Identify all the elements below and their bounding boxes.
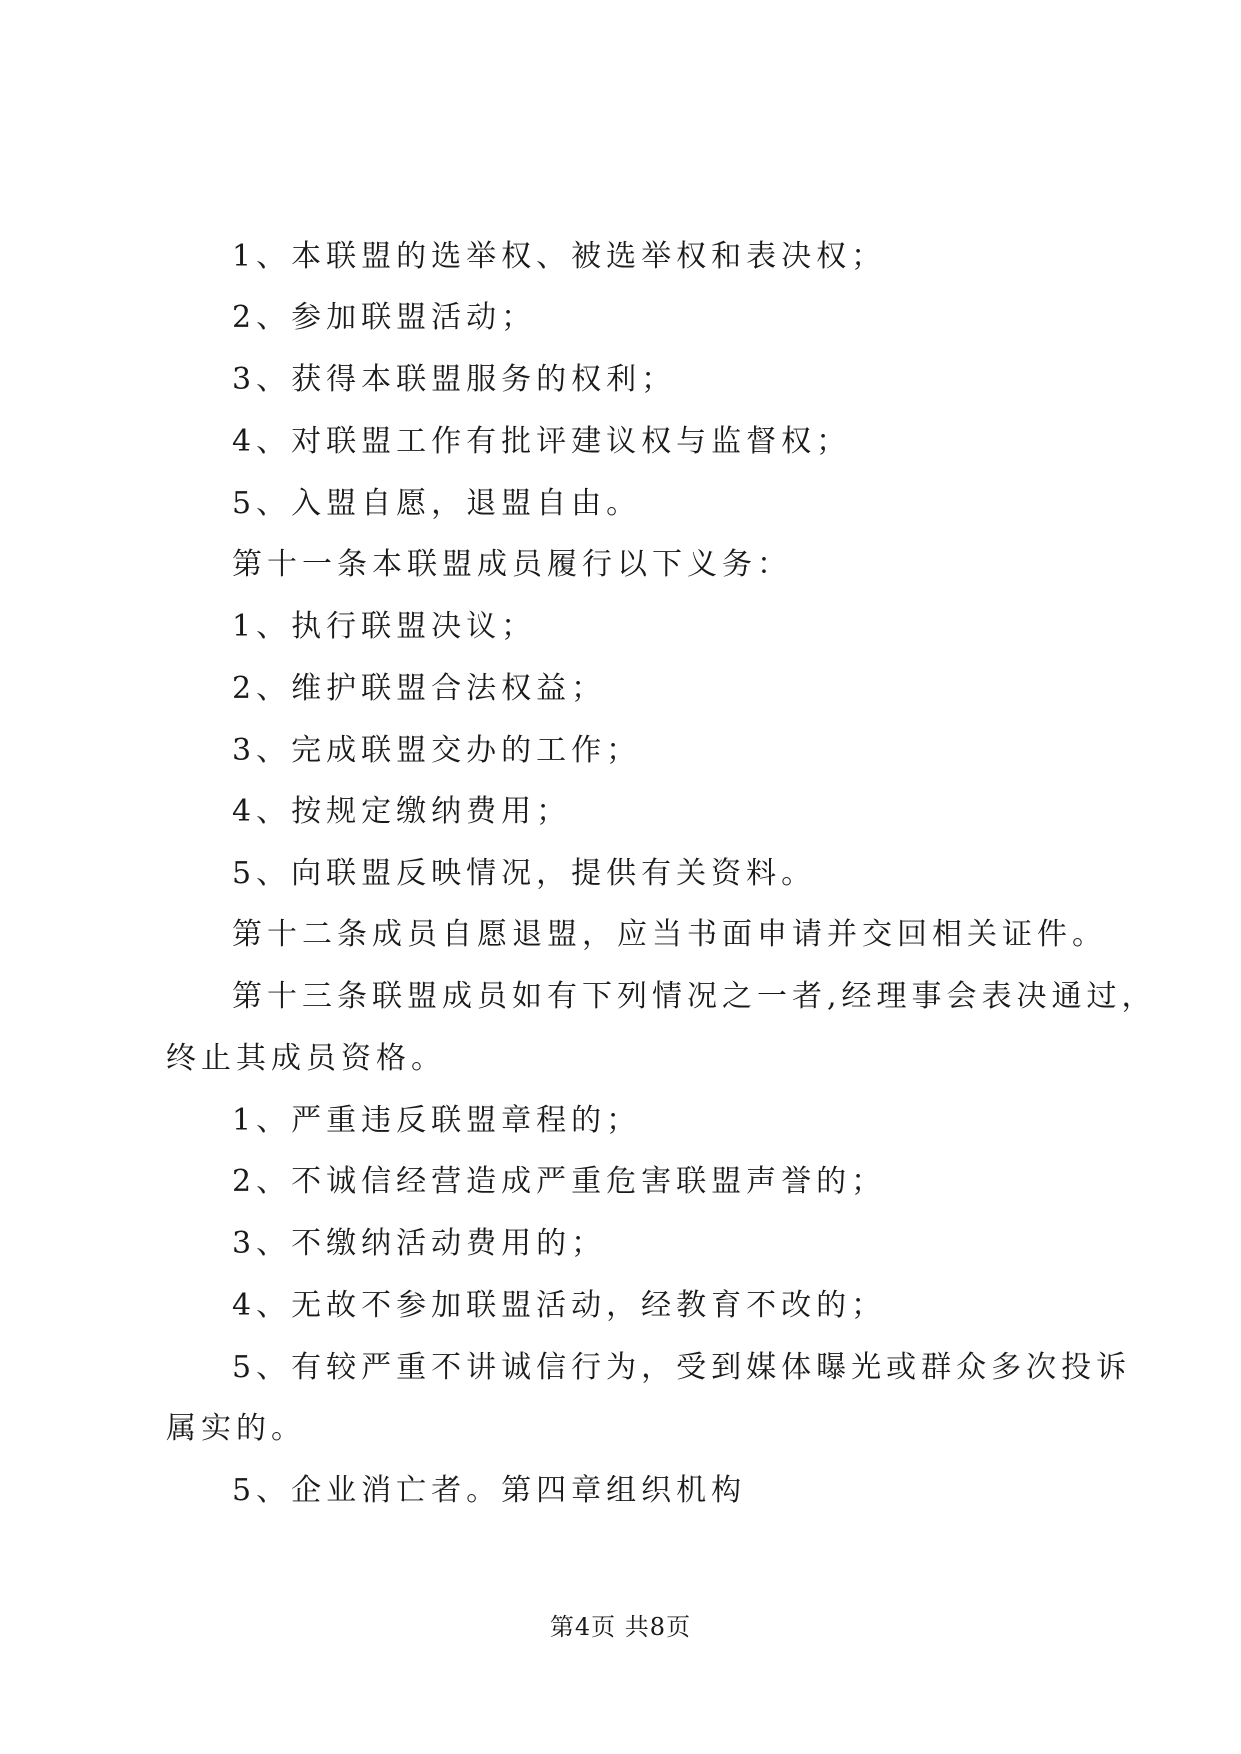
- paragraph-line: 1、严重违反联盟章程的；: [232, 1103, 642, 1138]
- article-line: 第十二条成员自愿退盟，应当书面申请并交回相关证件。: [232, 917, 1107, 952]
- paragraph-line: 4、对联盟工作有批评建议权与监督权；: [232, 424, 852, 459]
- paragraph-line: 5、企业消亡者。第四章组织机构: [232, 1473, 747, 1508]
- paragraph-line: 1、执行联盟决议；: [232, 609, 537, 644]
- paragraph-line: 4、无故不参加联盟活动，经教育不改的；: [232, 1288, 887, 1323]
- article-heading-line: 第十一条本联盟成员履行以下义务：: [232, 547, 792, 582]
- paragraph-line: 2、参加联盟活动；: [232, 300, 537, 335]
- paragraph-line: 2、不诚信经营造成严重危害联盟声誉的；: [232, 1164, 887, 1199]
- paragraph-line: 3、完成联盟交办的工作；: [232, 733, 642, 768]
- page-footer: 第4页 共8页: [549, 1613, 692, 1641]
- paragraph-line: 2、维护联盟合法权益；: [232, 671, 607, 706]
- paragraph-line: 5、向联盟反映情况，提供有关资料。: [232, 856, 817, 891]
- paragraph-line: 5、入盟自愿，退盟自由。: [232, 486, 642, 521]
- paragraph-continuation-line: 终止其成员资格。: [166, 1041, 446, 1076]
- paragraph-line: 4、按规定缴纳费用；: [232, 794, 572, 829]
- paragraph-line: 3、获得本联盟服务的权利；: [232, 362, 677, 397]
- article-line: 第十三条联盟成员如有下列情况之一者,经理事会表决通过，: [232, 979, 1157, 1014]
- paragraph-line: 3、不缴纳活动费用的；: [232, 1226, 607, 1261]
- paragraph-line: 1、本联盟的选举权、被选举权和表决权；: [232, 239, 887, 274]
- paragraph-line: 5、有较严重不讲诚信行为，受到媒体曝光或群众多次投诉: [232, 1350, 1132, 1385]
- paragraph-continuation-line: 属实的。: [166, 1411, 306, 1446]
